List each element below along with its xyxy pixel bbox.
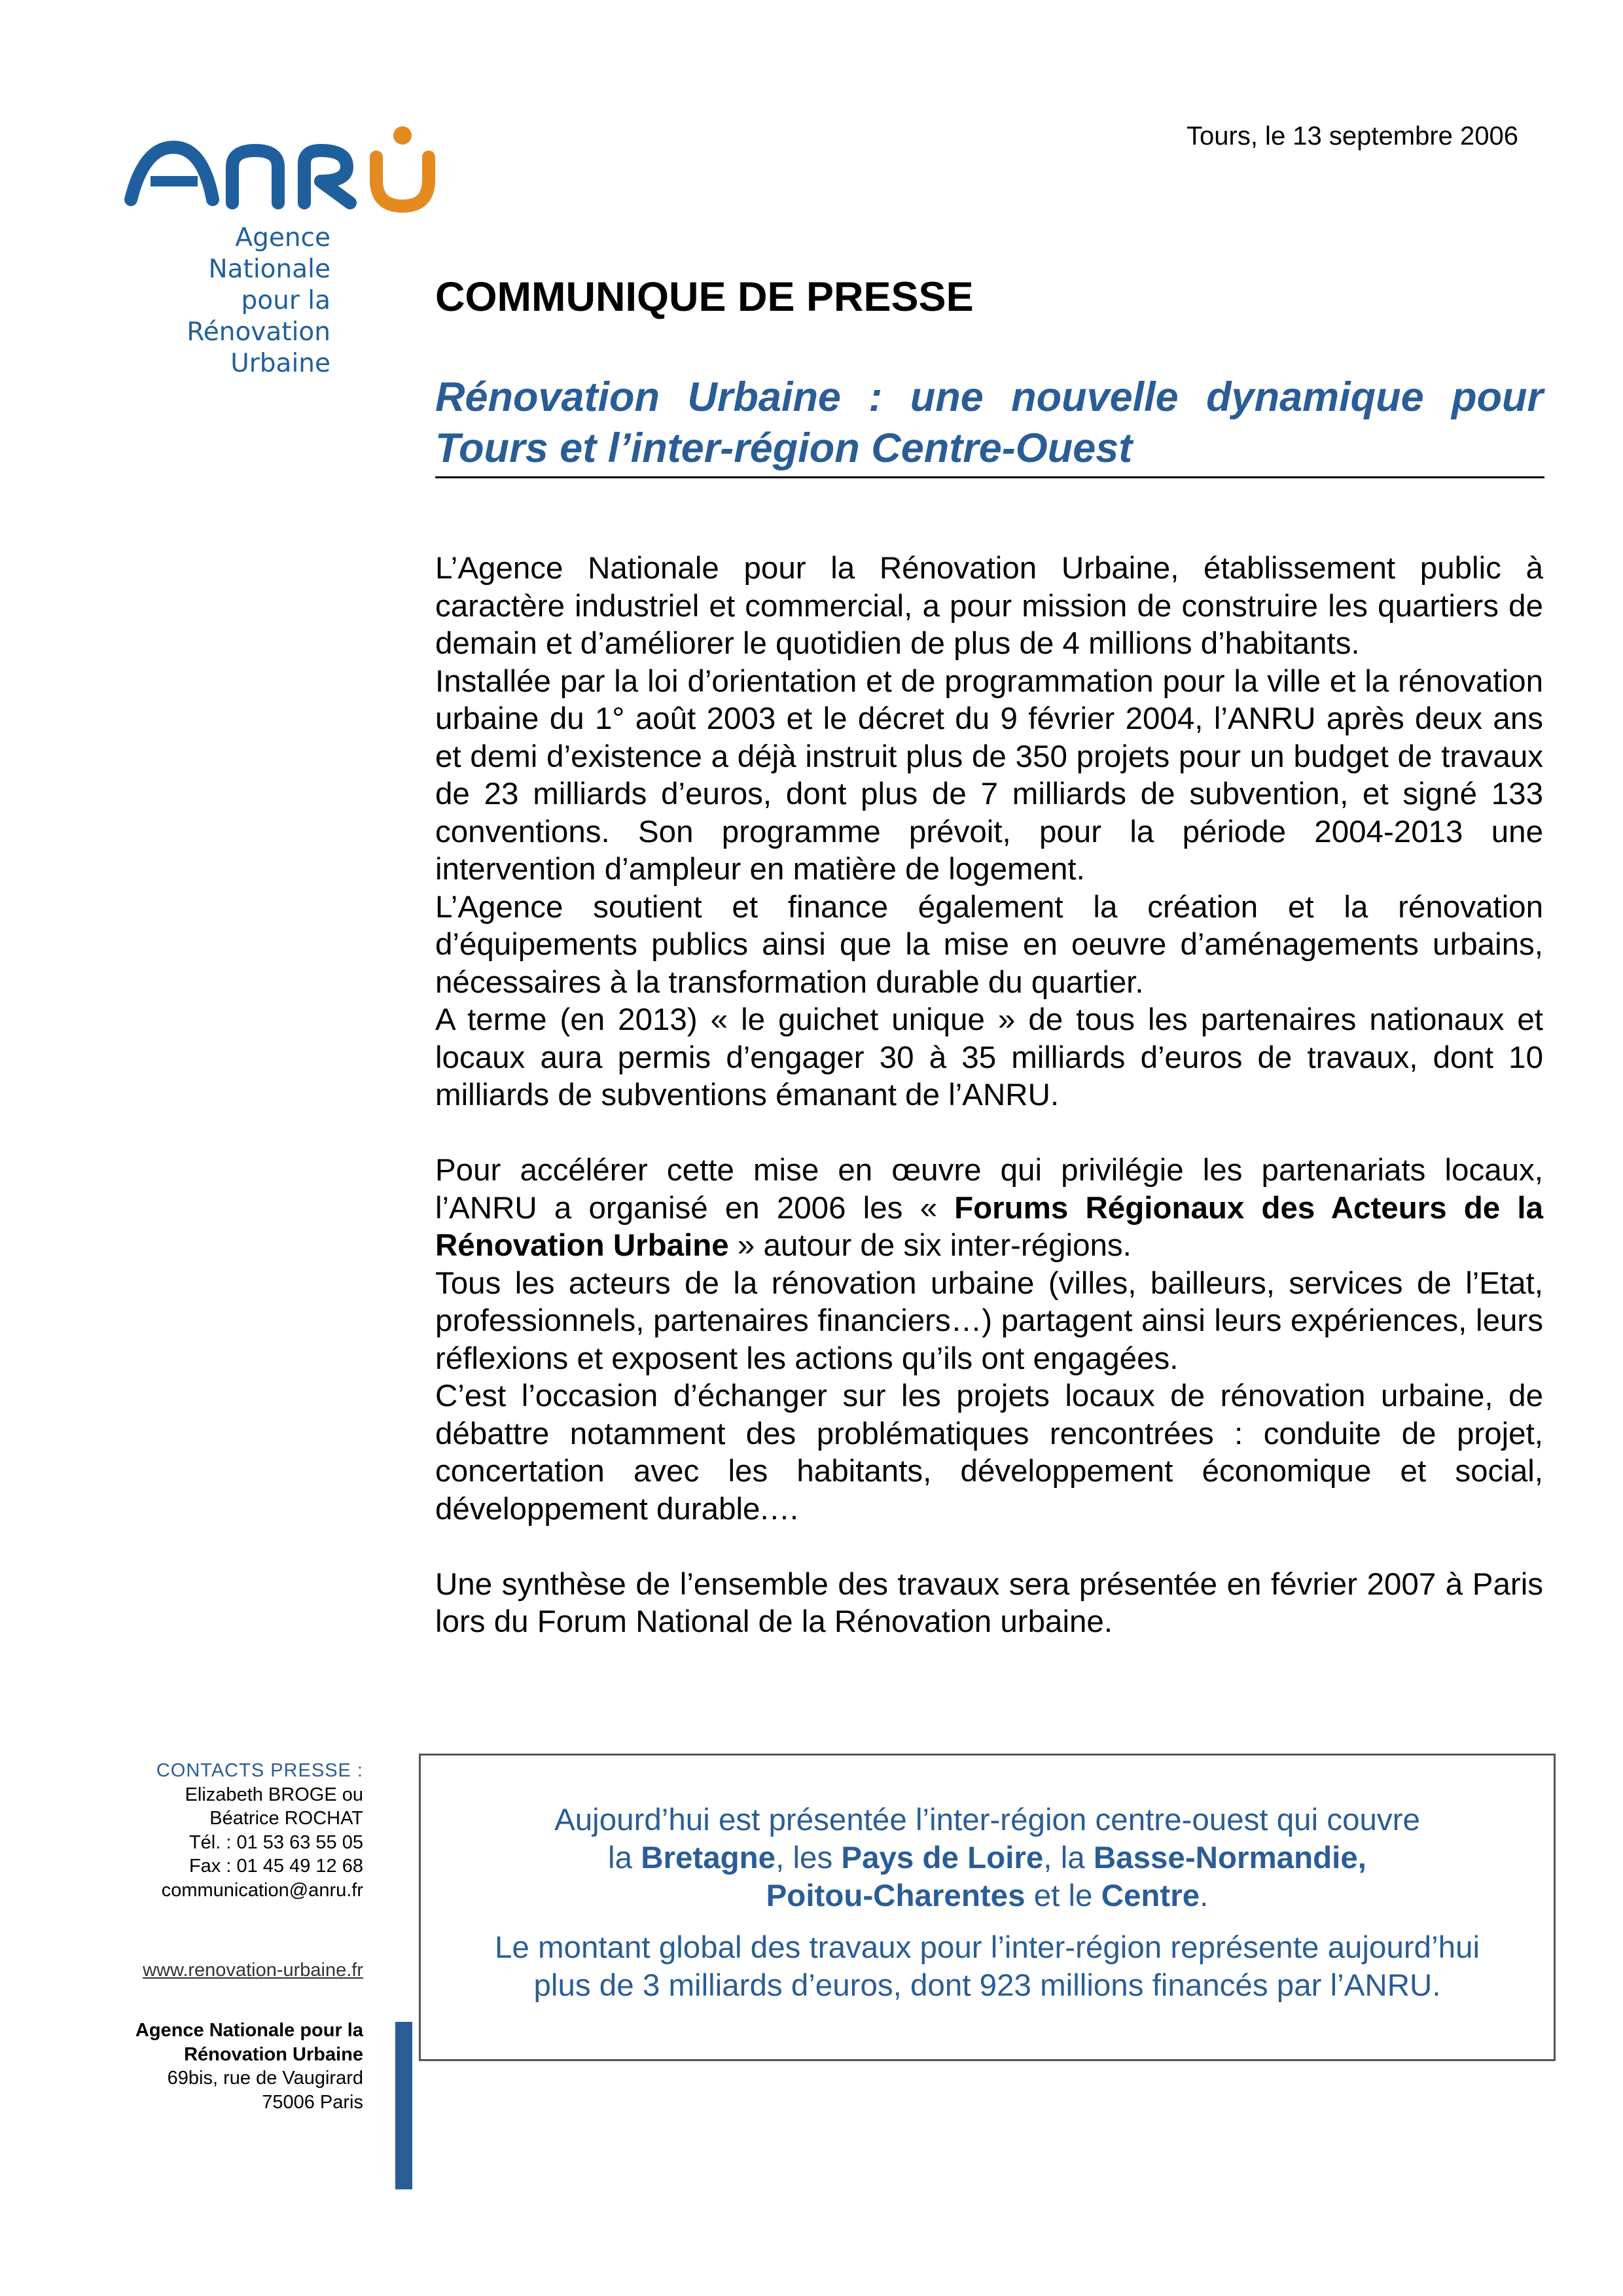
city-address: 75006 Paris [262, 2091, 363, 2113]
date-line: Tours, le 13 septembre 2006 [1186, 122, 1518, 150]
paragraph-text: Pour accélérer cette mise en œuvre qui privilégie les partenariats locaux, l’ANRU a organisé en 2006 les « [435, 1153, 1543, 1226]
region-name: Bretagne [641, 1841, 776, 1875]
region-name: Poitou-Charentes [766, 1879, 1026, 1913]
org-name: Rénovation Urbaine [184, 2043, 363, 2065]
decorative-bar [395, 2022, 412, 2189]
street-address: 69bis, rue de Vaugirard [167, 2068, 363, 2089]
logo-subtitle-line: Urbaine [230, 349, 330, 378]
paragraph: Tous les acteurs de la rénovation urbaine (villes, bailleurs, services de l’Etat, professionnels, partenaires financiers…) partagent ainsi leurs expériences, leurs réflexions et exposent les actions qu’ils ont engagées. [435, 1265, 1543, 1376]
paragraph: L’Agence soutient et finance également la création et la rénovation d’équipements publics ainsi que la mise en oeuvre d’aménagements urbains, nécessaires à la transformation durable du quartier. [435, 889, 1543, 1000]
org-name: Agence Nationale pour la [135, 2020, 363, 2041]
box-line: Le montant global des travaux pour l’inter-région représente aujourd’hui [494, 1930, 1480, 1965]
box-line [421, 1877, 1554, 1915]
box-paragraph [421, 1929, 1554, 2005]
contact-phone: Tél. : 01 53 63 55 05 [188, 1831, 363, 1853]
press-title: COMMUNIQUE DE PRESSE [435, 274, 974, 320]
org-address [79, 2019, 363, 2114]
box-paragraph [421, 1801, 1554, 1915]
contact-email[interactable]: communication@anru.fr [161, 1879, 363, 1901]
release-subtitle [435, 372, 1543, 474]
logo-subtitle-line: Agence Nationale [208, 223, 330, 284]
paragraph: C’est l’occasion d’échanger sur les projets locaux de rénovation urbaine, de débattre notamment des problématiques rencontrées : conduite de projet, concertation avec les habitants, développement économique et social, développement durable.… [435, 1379, 1543, 1527]
region-name: Centre [1101, 1879, 1200, 1913]
contact-fax: Fax : 01 45 49 12 68 [188, 1856, 363, 1877]
contact-name: Elizabeth BROGE ou [185, 1784, 363, 1805]
website-link[interactable]: www.renovation-urbaine.fr [143, 1960, 363, 1981]
paragraph: Installée par la loi d’orientation et de programmation pour la ville et la rénovation urbaine du 1° août 2003 et le décret du 9 février 2004, l’ANRU après deux ans et demi d’existence a déjà instruit plus de 350 projets pour un budget de travaux de 23 milliards d’euros, dont plus de 7 milliards de subvention, et signé 133 conventions. Son programme prévoit, pour la période 2004-2013 une intervention d’ampleur en matière de logement. [435, 663, 1543, 887]
paragraph-text: » autour de six inter-régions. [728, 1228, 1132, 1263]
press-contacts [79, 1759, 363, 1902]
box-text: , les [776, 1841, 842, 1875]
body-text [435, 550, 1543, 1641]
logo-subtitle-line: pour la Rénovation [187, 286, 330, 347]
region-name: Pays de Loire [841, 1841, 1044, 1875]
box-text: et le [1025, 1879, 1101, 1913]
anru-logo [124, 121, 465, 378]
box-text: , la [1043, 1841, 1094, 1875]
region-name: Basse-Normandie, [1093, 1841, 1366, 1875]
box-line: Aujourd’hui est présentée l’inter-région centre-ouest qui couvre [554, 1803, 1420, 1837]
anru-wordmark-icon [124, 121, 465, 226]
contact-name: Béatrice ROCHAT [209, 1808, 363, 1829]
highlight-box [419, 1754, 1556, 2061]
paragraph [435, 1152, 1543, 1265]
contacts-heading: CONTACTS PRESSE : [156, 1760, 363, 1781]
box-line: plus de 3 milliards d’euros, dont 923 millions financés par l’ANRU. [533, 1968, 1441, 2003]
logo-subtitle [124, 222, 330, 380]
subtitle-line-2: Tours et l’inter-région Centre-Ouest [435, 425, 1133, 471]
forum-name: Forums Régionaux des Acteurs de la Rénovation Urbaine [435, 1190, 1544, 1263]
title-divider [435, 476, 1544, 478]
box-text: . [1200, 1879, 1209, 1913]
box-line [421, 1839, 1554, 1877]
paragraph: L’Agence Nationale pour la Rénovation Urbaine, établissement public à caractère industriel et commercial, a pour mission de construire les quartiers de demain et d’améliorer le quotidien de plus de 4 millions d’habitants. [435, 551, 1543, 661]
subtitle-line-1: Rénovation Urbaine : une nouvelle dynamique pour [435, 374, 1543, 420]
box-text: la [608, 1841, 641, 1875]
paragraph: Une synthèse de l’ensemble des travaux sera présentée en février 2007 à Paris lors du Forum National de la Rénovation urbaine. [435, 1566, 1543, 1639]
paragraph: A terme (en 2013) « le guichet unique » de tous les partenaires nationaux et locaux aura permis d’engager 30 à 35 milliards d’euros de travaux, dont 10 milliards de subventions émanant de l’ANRU. [435, 1002, 1543, 1112]
